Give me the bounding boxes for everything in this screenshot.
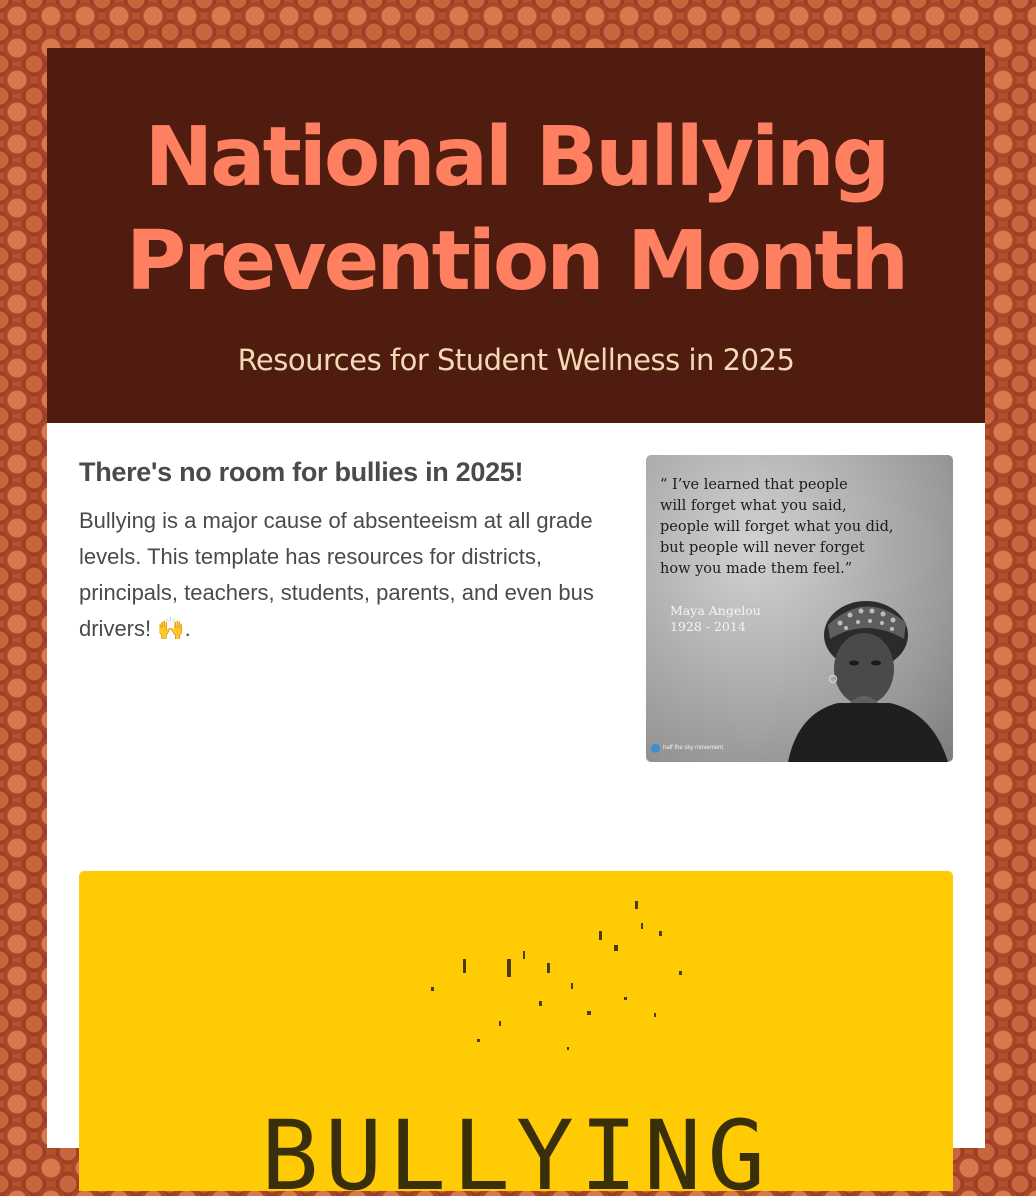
maya-angelou-quote-image[interactable] [646, 455, 953, 762]
poster-word: BULLYING [260, 1100, 772, 1196]
header-banner [47, 48, 985, 423]
intro-heading: There's no room for bullies in 2025! [79, 457, 524, 487]
brand-mark [651, 744, 723, 753]
page-subtitle: Resources for Student Wellness in 2025 [237, 343, 795, 377]
brand-logo-icon [651, 744, 660, 753]
quote-text: “ I’ve learned that people will forget what you said, people will forget what you did, but people will never forget how you made them feel.” [660, 477, 894, 577]
portrait-photo [768, 595, 953, 762]
bullying-poster-image[interactable] [79, 871, 953, 1196]
brand-text: half the sky movement [663, 745, 724, 751]
quote-author: Maya Angelou 1928 - 2014 [670, 603, 761, 634]
intro-body: Bullying is a major cause of absenteeism at all grade levels. This template has resources for districts, principals, teachers, students, parents, and even bus drivers! 🙌. [79, 508, 594, 641]
poster-artwork [79, 871, 953, 1196]
newsletter-card [47, 48, 985, 1196]
intro-section [79, 455, 604, 647]
page-title: National Bullying Prevention Month [125, 110, 907, 309]
